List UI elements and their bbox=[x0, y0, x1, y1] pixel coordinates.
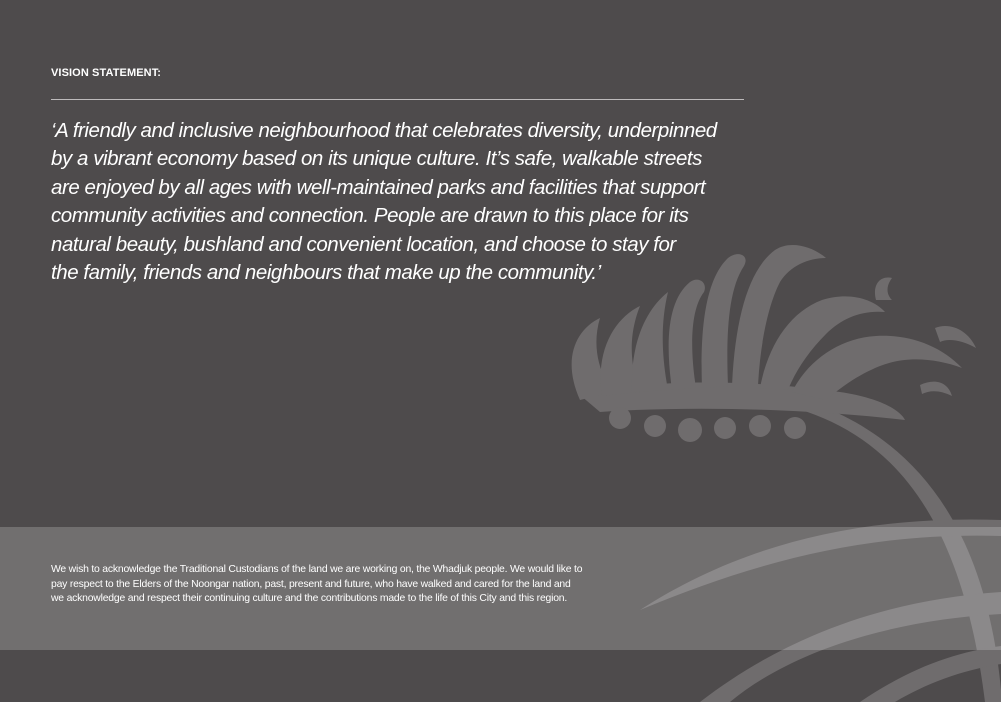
divider-line bbox=[51, 99, 744, 100]
vision-quote: ‘A friendly and inclusive neighbourhood that celebrates diversity, underpinned by a vibrant economy based on its unique culture. It’s safe, walkable streets are enjoyed by all ages with well-maintained parks and facilities that support community activities and connection. People are drawn to this place for its natural beauty, bushland and convenient location, and choose to stay for the family, friends and neighbours that make up the community.’ bbox=[51, 119, 717, 285]
acknowledgement-text: We wish to acknowledge the Traditional Custodians of the land we are working on, the Whadjuk people. We would like to pay respect to the Elders of the Noongar nation, past, present and future, who have walked and cared for the land and we acknowledge and respect their continuing culture and the contributions made to the life of this City and this region. bbox=[51, 564, 583, 605]
vision-heading: VISION STATEMENT: bbox=[51, 67, 162, 79]
